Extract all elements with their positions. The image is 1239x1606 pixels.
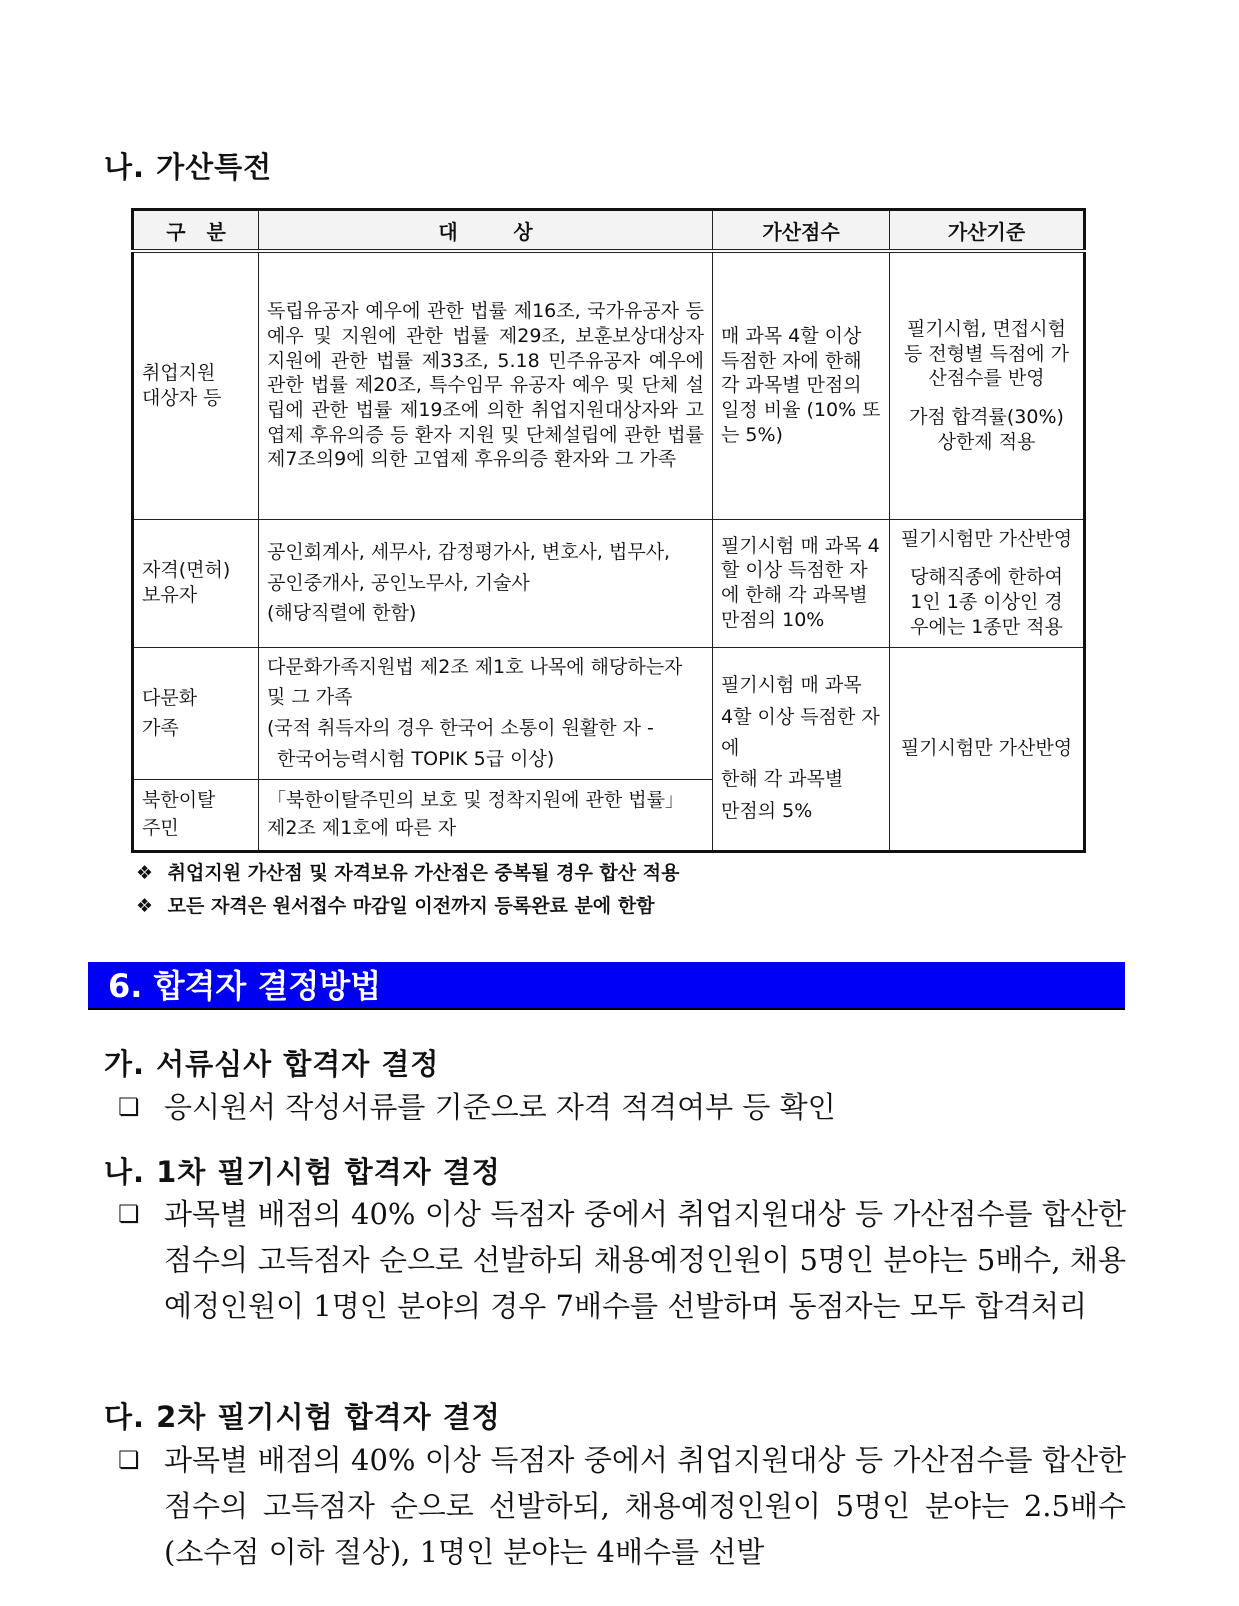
paragraph-text: 응시원서 작성서류를 기준으로 자격 적격여부 등 확인 — [164, 1090, 836, 1124]
target-line: 다문화가족지원법 제2조 제1호 나목에 해당하는자 — [267, 655, 683, 678]
category-label: 주민 — [142, 816, 179, 839]
subsection-heading-na: 나. 1차 필기시험 합격자 결정 — [104, 1155, 501, 1189]
header-criteria: 가산기준 — [890, 210, 1085, 252]
category-cell — [133, 647, 259, 779]
category-label: 북한이탈 — [142, 789, 216, 812]
score-line: 4할 이상 득점한 자에 — [721, 705, 880, 759]
criteria-text: 필기시험, 면접시험 등 전형별 득점에 가산점수를 반영 — [904, 318, 1069, 390]
score-line: 필기시험 매 과목 — [721, 674, 862, 697]
target-line: (국적 취득자의 경우 한국어 소통이 원활한 자 - — [267, 717, 654, 740]
subsection-heading-da: 다. 2차 필기시험 합격자 결정 — [104, 1400, 501, 1434]
paragraph-da — [118, 1437, 1126, 1575]
section-6-banner — [88, 962, 1125, 1010]
note-item — [136, 891, 654, 918]
target-cell — [259, 779, 713, 851]
header-category: 구 분 — [133, 210, 259, 252]
paragraph-ga — [118, 1084, 1126, 1130]
section-heading-bonus: 나. 가산특전 — [104, 150, 273, 184]
score-line: 한해 각 과목별 — [721, 768, 844, 791]
note-text: 취업지원 가산점 및 자격보유 가산점은 중복될 경우 합산 적용 — [167, 862, 680, 884]
header-target: 대 상 — [259, 210, 713, 252]
score-cell: 매 과목 4할 이상 득점한 자에 한해 각 과목별 만점의 일정 비율 (10% 또는 5%) — [713, 251, 890, 519]
paragraph-text: 과목별 배점의 40% 이상 득점자 중에서 취업지원대상 등 가산점수를 합산한 점수의 고득점자 순으로 선발하되 채용예정인원이 5명인 분야는 5배수, 채용예정인원이 1명인 분야의 경우 7배수를 선발하며 동점자는 모두 합격처리 — [164, 1197, 1126, 1323]
score-line: 만점의 5% — [721, 799, 813, 822]
criteria-cell: 필기시험만 가산반영 — [890, 647, 1085, 851]
paragraph-na — [118, 1191, 1126, 1329]
category-label: 가족 — [142, 717, 179, 740]
category-label: 취업지원 대상자 등 — [142, 362, 222, 409]
table-row — [133, 519, 1085, 647]
subsection-heading-ga: 가. 서류심사 합격자 결정 — [104, 1047, 440, 1081]
target-line: 「북한이탈주민의 보호 및 정착지원에 관한 법률」 — [267, 789, 684, 812]
target-line: 및 그 가족 — [267, 686, 353, 709]
section-6-title: 6. 합격자 결정방법 — [108, 967, 382, 1005]
checkbox-bullet-icon: ❏ — [118, 1200, 140, 1228]
score-cell: 필기시험 매 과목 4할 이상 득점한 자에 한해 각 과목별 만점의 10% — [713, 519, 890, 647]
diamond-bullet-icon: ❖ — [136, 895, 154, 917]
note-text: 모든 자격은 원서접수 마감일 이전까지 등록완료 분에 한함 — [167, 895, 655, 917]
target-line: 제2조 제1호에 따른 자 — [267, 816, 457, 839]
category-label: 자격(면허) 보유자 — [142, 559, 231, 606]
table-row — [133, 647, 1085, 779]
criteria-cell — [890, 519, 1085, 647]
table-row — [133, 251, 1085, 519]
bonus-table — [131, 208, 1086, 853]
criteria-text: 당해직종에 한하여 1인 1종 이상인 경우에는 1종만 적용 — [910, 566, 1063, 638]
criteria-text: 가점 합격률(30%) 상한제 적용 — [909, 406, 1064, 453]
target-cell — [259, 647, 713, 779]
category-label: 다문화 — [142, 686, 198, 709]
category-cell — [133, 779, 259, 851]
target-cell — [259, 519, 713, 647]
target-line: 한국어능력시험 TOPIK 5급 이상) — [277, 747, 555, 770]
category-cell — [133, 519, 259, 647]
checkbox-bullet-icon: ❏ — [118, 1446, 140, 1474]
criteria-text: 필기시험만 가산반영 — [900, 527, 1073, 550]
target-line: 공인중개사, 공인노무사, 기술사 — [267, 571, 530, 594]
criteria-cell — [890, 251, 1085, 519]
checkbox-bullet-icon: ❏ — [118, 1093, 140, 1121]
diamond-bullet-icon: ❖ — [136, 862, 154, 884]
table-header-row — [133, 210, 1085, 252]
note-item — [136, 858, 679, 885]
header-score: 가산점수 — [713, 210, 890, 252]
category-cell — [133, 251, 259, 519]
score-cell — [713, 647, 890, 851]
paragraph-text: 과목별 배점의 40% 이상 득점자 중에서 취업지원대상 등 가산점수를 합산한 점수의 고득점자 순으로 선발하되, 채용예정인원이 5명인 분야는 2.5배수(소수점 이하 절상), 1명인 분야는 4배수를 선발 — [164, 1443, 1126, 1569]
target-line: (해당직렬에 한함) — [267, 602, 417, 625]
target-line: 공인회계사, 세무사, 감정평가사, 변호사, 법무사, — [267, 541, 671, 564]
target-cell: 독립유공자 예우에 관한 법률 제16조, 국가유공자 등 예우 및 지원에 관한 법률 제29조, 보훈보상대상자 지원에 관한 법률 제33조, 5.18 민주유공자 예우에 관한 법률 제20조, 특수임무 유공자 예우 및 단체 설립에 관한 법률 제19조에 의한 취업지원대상자와 고엽제 후유의증 등 환자 지원 및 단체설립에 관한 법률 제7조의9에 의한 고엽제 후유의증 환자와 그 가족 — [259, 251, 713, 519]
